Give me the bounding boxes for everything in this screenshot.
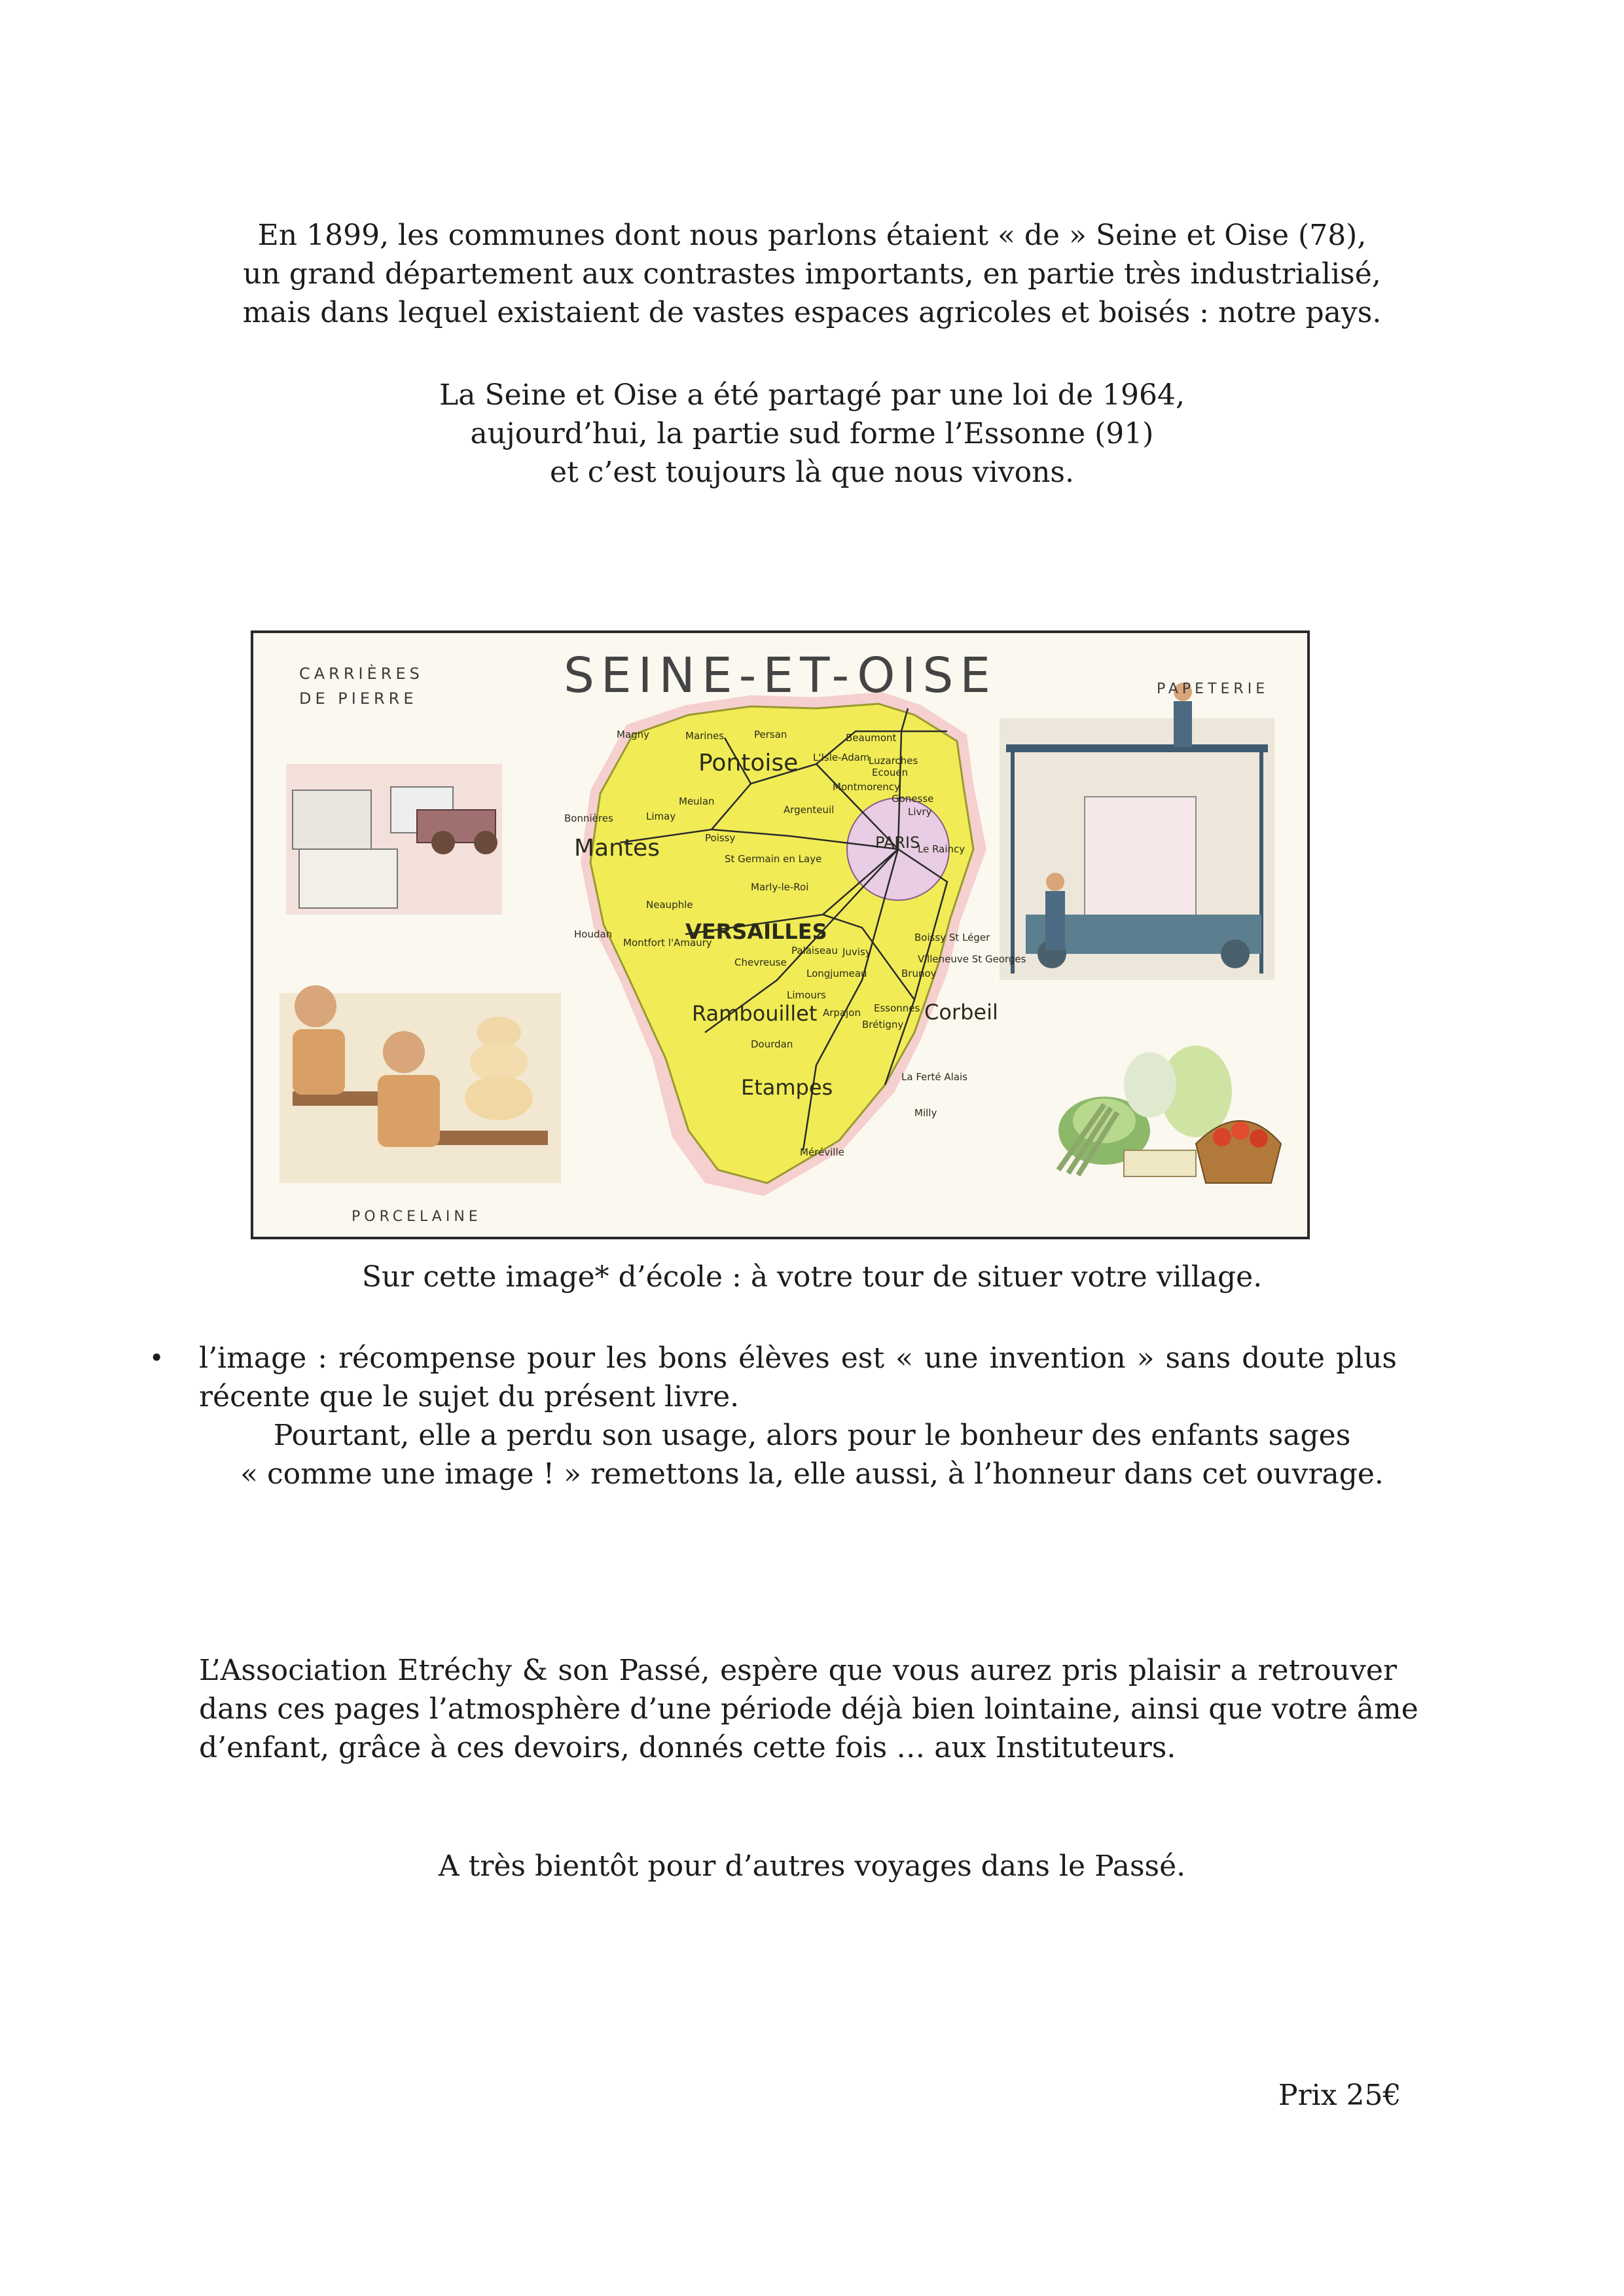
map-place: Villeneuve St Georges <box>918 953 1026 965</box>
quarry-vignette <box>286 764 502 915</box>
map-place: Palaiseau <box>791 945 838 957</box>
intro-line: mais dans lequel existaient de vastes espaces agricoles et boisés : notre pays. <box>242 296 1382 329</box>
map-city-versailles: VERSAILLES <box>685 919 827 944</box>
footnote-line: récente que le sujet du présent livre. <box>199 1380 740 1413</box>
farewell-line: A très bientôt pour d’autres voyages dans le Passé. <box>438 1850 1186 1883</box>
closing-line: L’Association Etréchy & son Passé, espère que vous aurez pris plaisir a retrouver <box>199 1654 1397 1687</box>
map-place: Arpajon <box>823 1007 861 1019</box>
intro-paragraph <box>0 216 1624 332</box>
price-label: Prix 25€ <box>1278 2079 1401 2112</box>
vegetables-vignette <box>1058 1046 1281 1183</box>
label-quarries-2: DE PIERRE <box>299 689 418 708</box>
bullet-marker: • <box>149 1343 164 1372</box>
intro-line: un grand département aux contrastes importants, en partie très industrialisé, <box>243 257 1381 291</box>
paper-mill-vignette <box>1000 683 1274 980</box>
map-city-pontoise: Pontoise <box>698 750 799 776</box>
partition-line: aujourd’hui, la partie sud forme l’Essonne (91) <box>470 417 1154 450</box>
map-place: Bonnières <box>564 812 613 824</box>
card-title: SEINE-ET-OISE <box>563 647 998 704</box>
map-place: Argenteuil <box>784 804 835 816</box>
map-place: Houdan <box>574 928 613 940</box>
map-place: Persan <box>754 729 787 740</box>
map-place: L'Isle-Adam <box>813 752 870 763</box>
partition-paragraph <box>0 376 1624 492</box>
map-city-etampes: Etampes <box>741 1075 833 1100</box>
partition-line: La Seine et Oise a été partagé par une loi de 1964, <box>439 378 1185 412</box>
map-place: Gonesse <box>892 793 934 805</box>
map-place: Marines <box>685 730 725 742</box>
footnote-paragraph <box>199 1339 1397 1416</box>
map-city-mantes: Mantes <box>574 835 660 862</box>
picture-caption: Sur cette image* d’école : à votre tour de situer votre village. <box>361 1260 1263 1294</box>
map-place: Poissy <box>705 832 736 844</box>
map-place: Longjumeau <box>806 968 867 979</box>
map-place: Milly <box>914 1107 937 1119</box>
map-place: Beaumont <box>846 732 897 744</box>
map-place: Marly-le-Roi <box>751 881 809 893</box>
map-place: Livry <box>908 806 932 818</box>
map-place: Montmorency <box>833 781 900 793</box>
map-place: Juvisy <box>842 946 871 958</box>
closing-line: dans ces pages l’atmosphère d’une période déjà bien lointaine, ainsi que votre âme <box>199 1692 1418 1726</box>
card-illustration <box>253 633 1307 1237</box>
map-place: St Germain en Laye <box>725 853 822 865</box>
label-quarries-1: CARRIÈRES <box>299 665 424 683</box>
map-place: Méréville <box>800 1146 844 1158</box>
map-place: Neauphle <box>646 899 693 911</box>
map-place: Luzarches <box>869 755 918 767</box>
map-place: Ecouen <box>872 767 909 778</box>
label-porcelain: PORCELAINE <box>352 1209 482 1225</box>
intro-line: En 1899, les communes dont nous parlons étaient « de » Seine et Oise (78), <box>257 219 1367 252</box>
map-place: Le Raincy <box>918 843 965 855</box>
map-city-corbeil: Corbeil <box>924 1000 998 1025</box>
label-paper-mill: PAPETERIE <box>1157 681 1269 697</box>
map-city-paris: PARIS <box>875 833 920 852</box>
map-place: Chevreuse <box>734 957 787 968</box>
map-place: Meulan <box>679 795 715 807</box>
map-place: Boissy St Léger <box>914 932 990 943</box>
map-place: Magny <box>617 729 650 740</box>
map-place: La Ferté Alais <box>901 1071 968 1083</box>
footnote-centered <box>0 1416 1624 1493</box>
partition-line: et c’est toujours là que nous vivons. <box>550 456 1074 489</box>
footnote-centered-line: « comme une image ! » remettons la, elle aussi, à l’honneur dans cet ouvrage. <box>240 1457 1384 1491</box>
map-place: Dourdan <box>751 1038 793 1050</box>
footnote-line: l’image : récompense pour les bons élèves est « une invention » sans doute plus <box>199 1341 1397 1375</box>
school-picture-card <box>251 630 1310 1239</box>
map-place: Limay <box>646 811 676 822</box>
map-city-rambouillet: Rambouillet <box>692 1001 818 1026</box>
map-place: Essonnes <box>874 1002 920 1014</box>
map-place: Montfort l'Amaury <box>623 937 712 949</box>
porcelain-vignette <box>280 985 561 1183</box>
closing-paragraph <box>199 1651 1418 1767</box>
map-place: Brétigny <box>862 1019 904 1030</box>
map-place: Brunoy <box>901 968 937 979</box>
closing-line: d’enfant, grâce à ces devoirs, donnés cette fois … aux Instituteurs. <box>199 1731 1176 1764</box>
map-place: Limours <box>787 989 826 1001</box>
footnote-centered-line: Pourtant, elle a perdu son usage, alors pour le bonheur des enfants sages <box>273 1419 1351 1452</box>
